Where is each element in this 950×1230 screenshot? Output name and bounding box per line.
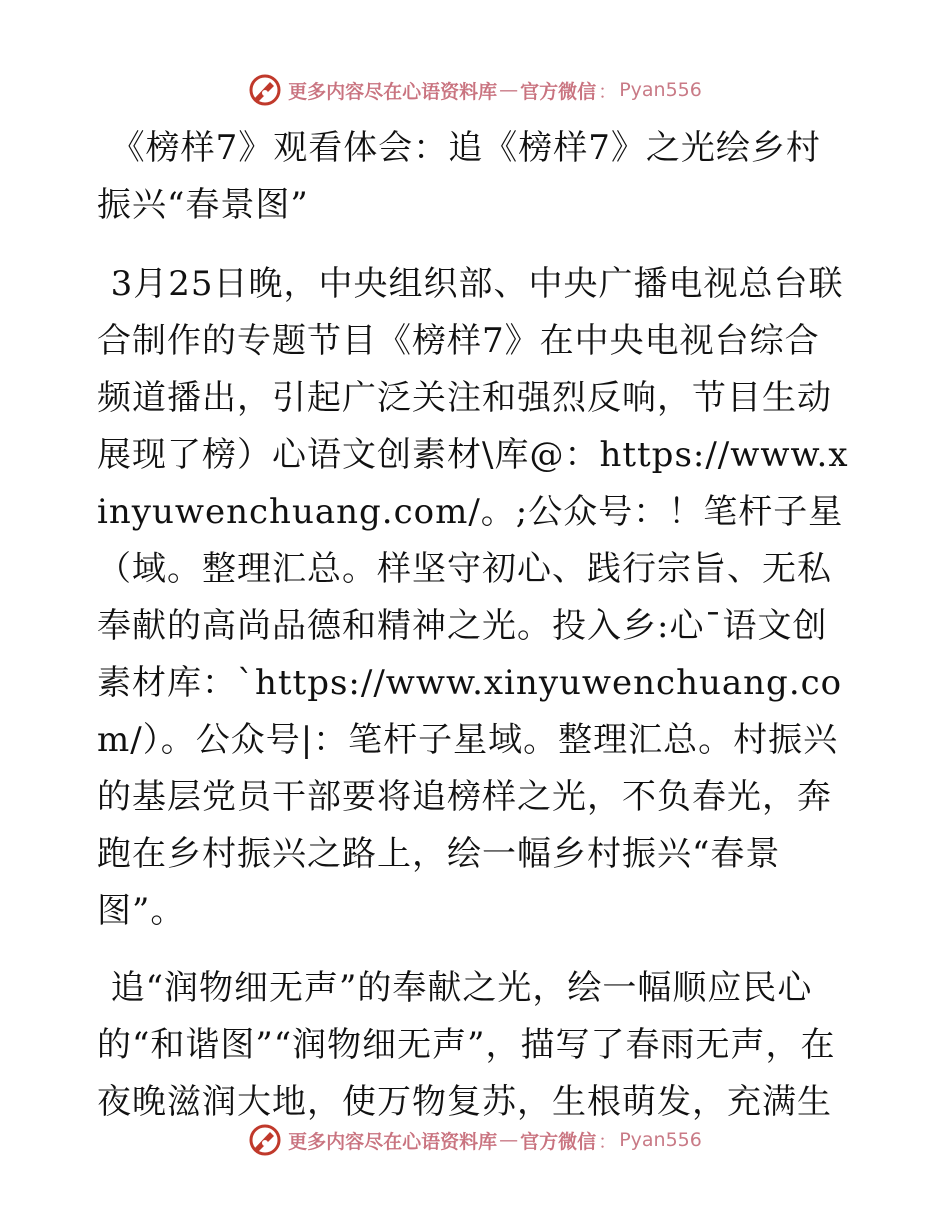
footer-brand: 更多内容尽在心语资料库 xyxy=(288,1130,498,1153)
paragraph-2: 追“润物细无声”的奉献之光，绘一幅顺应民心的“和谐图”“润物细无声”，描写了春雨无声，在夜晚滋润大地，使万物复苏，生根萌发，充满生 xyxy=(97,968,836,1122)
footer-separator: — xyxy=(499,1129,519,1151)
footer-banner xyxy=(0,1120,950,1160)
header-colon: ： xyxy=(598,80,618,103)
pen-logo-icon xyxy=(248,1123,282,1157)
document-title: 《榜样7》观看体会：追《榜样7》之光绘乡村振兴“春景图” xyxy=(97,128,821,225)
header-banner xyxy=(0,70,950,110)
header-separator: — xyxy=(499,79,519,101)
document-body xyxy=(97,120,852,1151)
header-contact-id: Pyan556 xyxy=(619,79,702,101)
paragraph-1: 3月25日晚，中央组织部、中央广播电视总台联合制作的专题节目《榜样7》在中央电视台综合频道播出，引起广泛关注和强烈反响，节目生动展现了榜）心语文创素材\库@：https://www.xinyuwenchuang.com/。;公众号：！笔杆子星（域。整理汇总。样坚守初心、践行宗旨、无私奉献的高尚品德和精神之光。投入乡:心¯语文创素材库：`https://www.xinyuwenchuang.com/）。公众号|：笔杆子星域。整理汇总。村振兴的基层党员干部要将追榜样之光，不负春光，奔跑在乡村振兴之路上，绘一幅乡村振兴“春景图”。 xyxy=(97,264,849,931)
header-brand: 更多内容尽在心语资料库 xyxy=(288,80,498,103)
header-contact-label: 官方微信 xyxy=(520,80,597,103)
pen-logo-icon xyxy=(248,73,282,107)
footer-contact-label: 官方微信 xyxy=(520,1130,597,1153)
footer-colon: ： xyxy=(598,1130,618,1153)
footer-contact-id: Pyan556 xyxy=(619,1129,702,1151)
